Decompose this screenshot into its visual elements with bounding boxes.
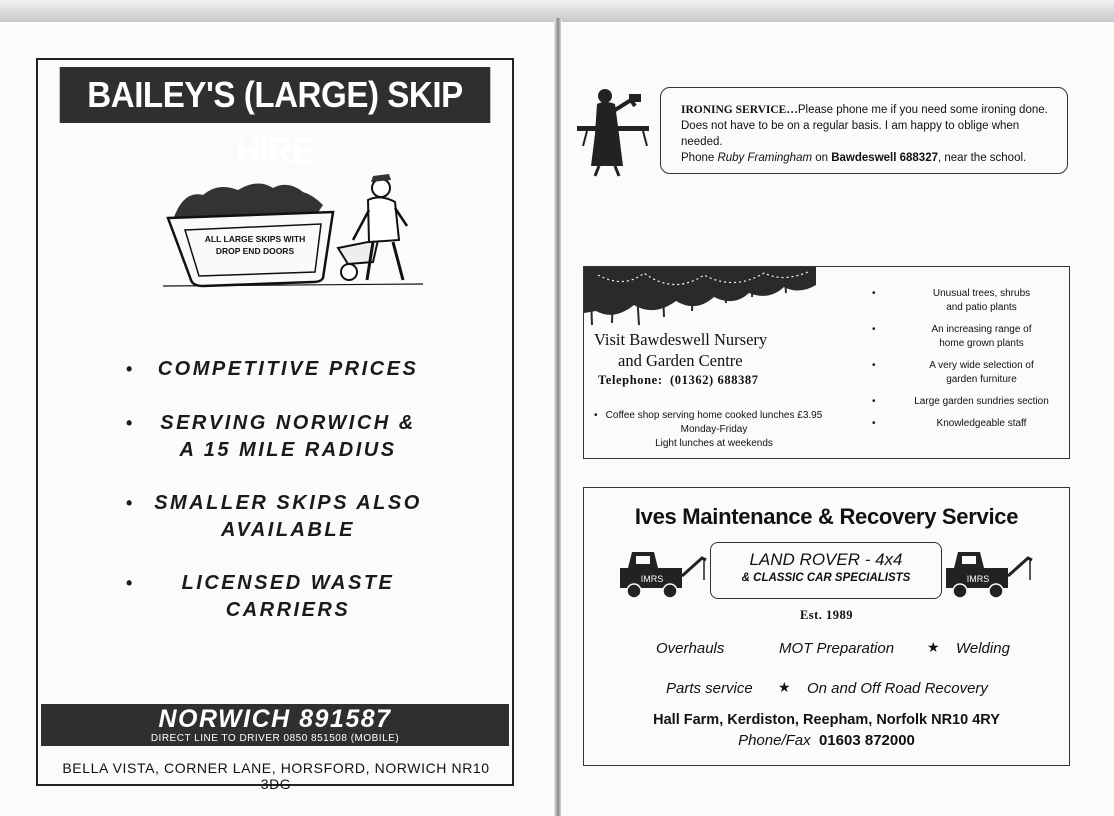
trees-photo	[584, 267, 816, 325]
right-page	[561, 22, 1114, 816]
truck-label: IMRS	[640, 574, 664, 584]
nursery-phone-label: Telephone:	[598, 373, 663, 387]
feature-competitive-prices	[98, 356, 478, 383]
ironing-phone: Bawdeswell 688327	[831, 152, 938, 164]
ironing-woman-icon	[573, 86, 653, 178]
feature-bullet: •	[126, 413, 135, 433]
ives-address: Hall Farm, Kerdiston, Reepham, Norfolk NR10 4RY	[653, 712, 1000, 728]
bawdeswell-nursery-ad	[583, 266, 1070, 459]
item-line1: An increasing range of	[931, 324, 1032, 335]
skip-worker-illustration	[163, 160, 423, 290]
feature-line2: AVAILABLE	[221, 519, 355, 541]
land-rover-badge	[710, 542, 942, 599]
feature-licensed-waste	[98, 570, 478, 624]
feature-line1: SERVING NORWICH &	[160, 412, 416, 434]
list-item	[872, 287, 1067, 315]
established-year: Est. 1989	[799, 608, 854, 622]
list-item	[872, 395, 1067, 409]
nursery-bullet: •	[872, 324, 876, 335]
nursery-name	[594, 329, 814, 371]
item-line2: garden furniture	[946, 374, 1017, 385]
nursery-bullet: •	[872, 360, 876, 371]
feature-line1: SMALLER SKIPS ALSO	[154, 492, 422, 514]
coffee-line2: Monday-Friday	[680, 424, 748, 435]
service-parts: Parts service	[666, 680, 753, 697]
feature-line1: LICENSED WASTE	[181, 572, 395, 594]
feature-line2: CARRIERS	[225, 599, 351, 621]
ironing-heading: IRONING SERVICE…	[681, 104, 798, 116]
bailey-phone-bar	[41, 704, 509, 746]
badge-line1: LAND ROVER - 4x4	[749, 550, 903, 569]
badge-line2: & CLASSIC CAR SPECIALISTS	[741, 572, 911, 584]
bailey-skip-hire-ad	[36, 58, 514, 792]
nursery-bullet: •	[872, 396, 876, 407]
ironing-contact-name: Ruby Framingham	[717, 152, 813, 164]
ironing-service-ad	[660, 87, 1068, 174]
ironing-text3-suffix: , near the school.	[938, 152, 1027, 164]
ives-phone	[584, 732, 1069, 749]
nursery-phone-number: (01362) 688387	[670, 373, 759, 387]
feature-smaller-skips	[98, 490, 478, 544]
service-overhauls: Overhauls	[656, 640, 725, 657]
coffee-line1: Coffee shop serving home cooked lunches £3.95	[605, 410, 823, 421]
feature-line1: COMPETITIVE PRICES	[157, 358, 419, 380]
ives-maintenance-ad	[583, 487, 1070, 766]
nursery-name-line2: and Garden Centre	[618, 351, 743, 370]
left-page	[0, 22, 556, 816]
truck-label: IMRS	[966, 574, 990, 584]
star-icon: ★	[778, 679, 791, 695]
item-line1: Large garden sundries section	[914, 396, 1049, 407]
ironing-text3-prefix: Phone	[681, 152, 718, 164]
nursery-bullet: •	[872, 288, 876, 299]
skip-text-line2: DROP END DOORS	[215, 246, 295, 256]
ironing-text3-mid: on	[812, 152, 832, 164]
ives-phone-label: Phone/Fax	[738, 732, 811, 749]
feature-bullet: •	[126, 493, 135, 513]
ives-title: Ives Maintenance & Recovery Service	[634, 504, 1019, 529]
service-welding: Welding	[956, 640, 1010, 657]
item-line1: A very wide selection of	[929, 360, 1034, 371]
service-recovery: On and Off Road Recovery	[807, 680, 988, 697]
ives-phone-number: 01603 872000	[818, 732, 915, 749]
feature-bullet: •	[126, 359, 135, 379]
nursery-features-list	[872, 287, 1067, 439]
nursery-bullet: •	[594, 410, 598, 421]
skip-text-line1: ALL LARGE SKIPS WITH	[204, 234, 306, 244]
item-line2: home grown plants	[939, 338, 1024, 349]
nursery-coffee-shop	[594, 409, 834, 451]
bailey-title: BAILEY'S (LARGE) SKIP HIRE	[60, 67, 491, 123]
item-line1: Unusual trees, shrubs	[932, 288, 1031, 299]
item-line2: and patio plants	[946, 302, 1017, 313]
ironing-text1: Please phone me if you need some ironing done.	[797, 104, 1048, 116]
tow-truck-icon	[618, 546, 710, 602]
feature-serving-norwich	[98, 410, 478, 464]
feature-line2: A 15 MILE RADIUS	[179, 439, 397, 461]
coffee-line3: Light lunches at weekends	[655, 438, 773, 449]
list-item	[872, 359, 1067, 387]
service-mot-preparation: MOT Preparation	[779, 640, 895, 657]
nursery-phone	[598, 373, 759, 388]
nursery-name-line1: Visit Bawdeswell Nursery	[594, 330, 768, 349]
ironing-text2: Does not have to be on a regular basis. I am happy to oblige when needed.	[681, 120, 1020, 148]
bailey-phone: NORWICH 891587	[158, 705, 392, 733]
bailey-address: BELLA VISTA, CORNER LANE, HORSFORD, NORWICH NR10 3DG	[62, 760, 490, 792]
item-line1: Knowledgeable staff	[936, 418, 1027, 429]
tow-truck-icon	[944, 546, 1036, 602]
list-item	[872, 323, 1067, 351]
list-item	[872, 417, 1067, 431]
star-icon: ★	[927, 639, 940, 655]
nursery-bullet: •	[872, 418, 876, 429]
feature-bullet: •	[126, 573, 135, 593]
bailey-driver-line: DIRECT LINE TO DRIVER 0850 851508 (MOBILE)	[150, 733, 400, 744]
